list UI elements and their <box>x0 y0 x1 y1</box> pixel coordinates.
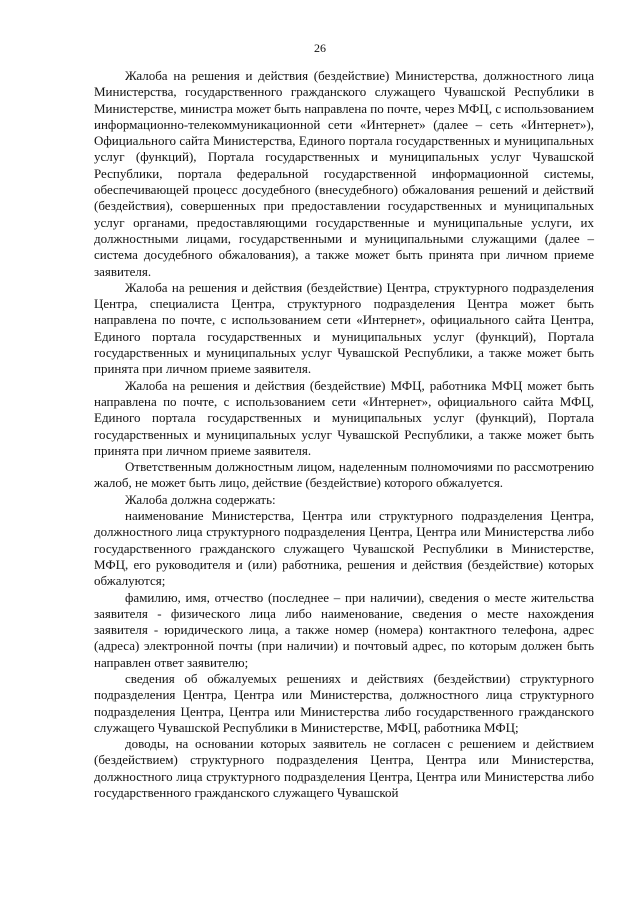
paragraph-responsible-official: Ответственным должностным лицом, наделенным полномочиями по рассмотрению жалоб, не может быть лицо, действие (бездействие) которого обжалуется. <box>94 459 594 491</box>
page-number: 26 <box>314 41 326 55</box>
paragraph-item-appealed-decisions: сведения об обжалуемых решениях и действиях (бездействии) структурного подразделения Центра, Центра или Министерства, должностного лица структурного подразделения Центра, Центра или Министерства либо государственного гражданского служащего Чувашской Республики в Министерстве, МФЦ, работника МФЦ; <box>94 670 594 735</box>
paragraph-item-arguments: доводы, на основании которых заявитель не согласен с решением и действием (бездействием) структурного подразделения Центра, Центра или Министерства, должностного лица структурного подразделения Центра, Центра или Министерства либо государственного гражданского служащего Чувашской <box>94 736 594 801</box>
paragraph-item-applicant-details: фамилию, имя, отчество (последнее – при наличии), сведения о месте жительства заявителя - физического лица либо наименование, сведения о месте нахождения заявителя - юридического лица, а также номер (номера) контактного телефона, адрес (адреса) электронной почты (при наличии) и почтовый адрес, по которым должен быть направлен ответ заявителю; <box>94 589 594 670</box>
paragraph-complaint-center: Жалоба на решения и действия (бездействие) Центра, структурного подразделения Центра, специалиста Центра, структурного подразделения Центра может быть направлена по почте, с использованием сети «Интернет», официального сайта Центра, Единого портала государственных и муниципальных услуг (функций), Портала государственных и муниципальных услуг Чувашской Республики, а также может быть принята при личном приеме заявителя. <box>94 279 594 377</box>
paragraph-complaint-ministry: Жалоба на решения и действия (бездействие) Министерства, должностного лица Министерства, государственного гражданского служащего Чувашской Республики в Министерстве, министра может быть направлена по почте, через МФЦ, с использованием информационно-телекоммуникационной сети «Интернет» (далее – сеть «Интернет»), Официального сайта Министерства, Единого портала государственных и муниципальных услуг (функций), Портала государственных и муниципальных услуг Чувашской Республики, портала федеральной государственной информационной системы, обеспечивающей процесс досудебного (внесудебного) обжалования решений и действий (бездействия), совершенных при предоставлении государственных и муниципальных услуг органами, предоставляющими государственные и муниципальные услуги, их должностными лицами, государственными и муниципальными служащими (далее – система досудебного обжалования), а также может быть принята при личном приеме заявителя. <box>94 68 594 279</box>
paragraph-complaint-mfc: Жалоба на решения и действия (бездействие) МФЦ, работника МФЦ может быть направлена по почте, с использованием сети «Интернет», официального сайта МФЦ, Единого портала государственных и муниципальных услуг (функций), Портала государственных и муниципальных услуг Чувашской Республики, а также может быть принята при личном приеме заявителя. <box>94 377 594 458</box>
paragraph-complaint-contents-heading: Жалоба должна содержать: <box>125 491 276 507</box>
paragraph-item-name: наименование Министерства, Центра или структурного подразделения Центра, должностного лица структурного подразделения Центра, Центра или Министерства либо государственного гражданского служащего Чувашской Республики в Министерстве, МФЦ, его руководителя и (или) работника, решения и действия (бездействие) которых обжалуются; <box>94 508 594 589</box>
document-body <box>94 68 594 801</box>
